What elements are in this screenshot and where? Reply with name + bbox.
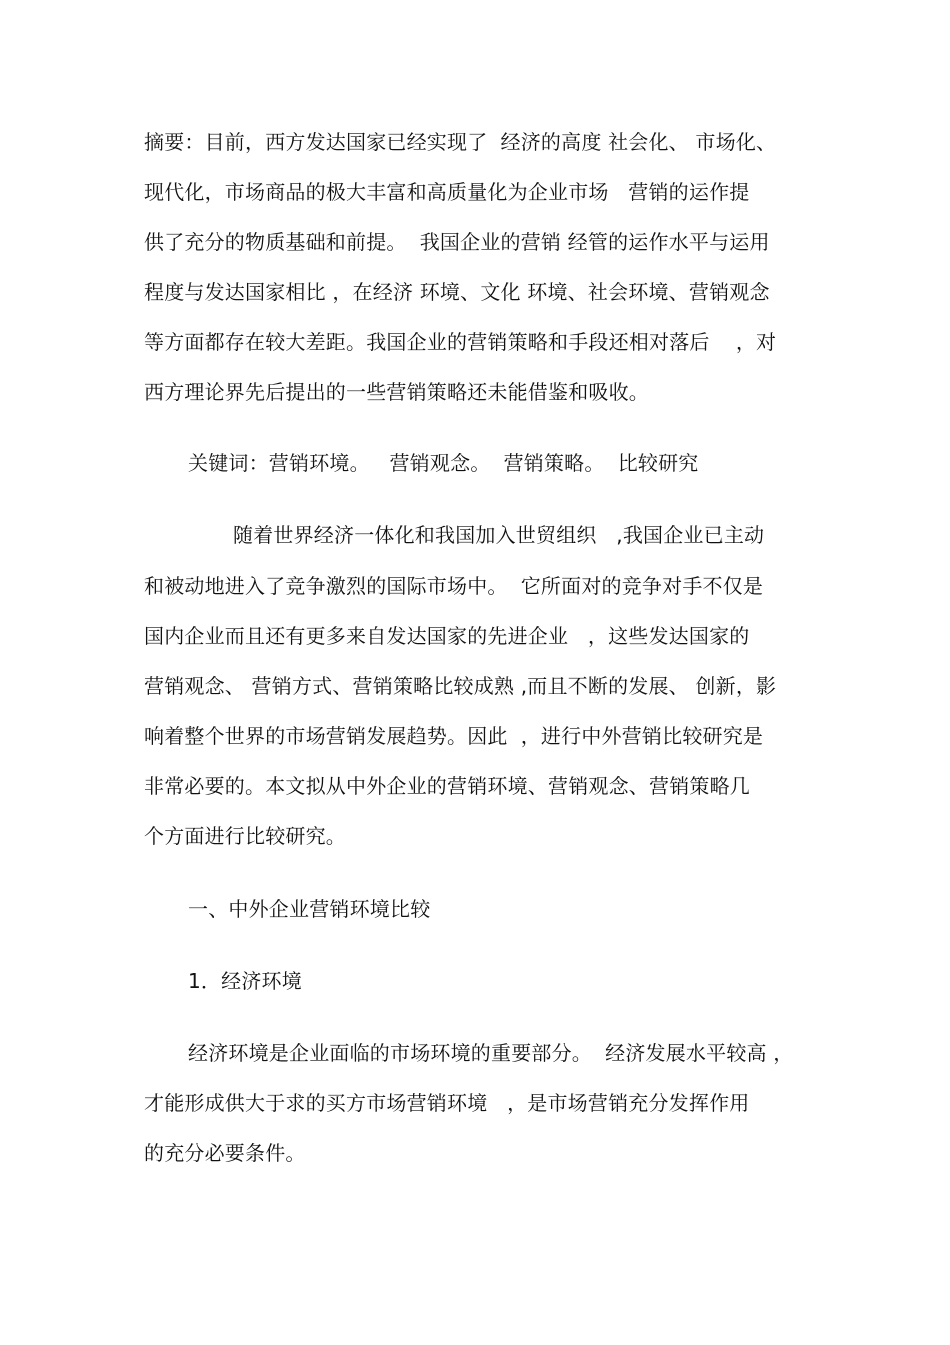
econ-line-1: 经济环境是企业面临的市场环境的重要部分。 经济发展水平较高 ， [188, 1041, 794, 1065]
intro-line-6: 非常必要的。本文拟从中外企业的营销环境、营销观念、营销策略几 [144, 774, 750, 798]
abstract-line-4: 程度与发达国家相比 ，在经济 环境、文化 环境、社会环境、营销观念 [144, 280, 770, 304]
intro-line-3: 国内企业而且还有更多来自发达国家的先进企业 ，这些发达国家的 [144, 624, 750, 648]
abstract-line-1: 摘要：目前，西方发达国家已经实现了 经济的高度 社会化、 市场化、 [144, 130, 777, 154]
econ-line-2: 才能形成供大于求的买方市场营销环境 ，是市场营销充分发挥作用 [144, 1091, 750, 1115]
subsection-heading: 1．经济环境 [188, 969, 302, 993]
intro-line-7: 个方面进行比较研究。 [144, 824, 346, 848]
abstract-line-5: 等方面都存在较大差距。我国企业的营销策略和手段还相对落后 ，对 [144, 330, 777, 354]
intro-line-4: 营销观念、 营销方式、营销策略比较成熟 ,而且不断的发展、 创新，影 [144, 674, 777, 698]
intro-line-1: 随着世界经济一体化和我国加入世贸组织 ,我国企业已主动 [233, 523, 765, 547]
econ-line-3: 的充分必要条件。 [144, 1141, 306, 1165]
intro-line-2: 和被动地进入了竞争激烈的国际市场中。 它所面对的竞争对手不仅是 [144, 574, 764, 598]
keywords-line: 关键词：营销环境。 营销观念。 营销策略。 比较研究 [188, 451, 699, 475]
abstract-line-3: 供了充分的物质基础和前提。 我国企业的营销 经管的运作水平与运用 [144, 230, 770, 254]
abstract-line-2: 现代化，市场商品的极大丰富和高质量化为企业市场 营销的运作提 [144, 180, 750, 204]
abstract-line-6: 西方理论界先后提出的一些营销策略还未能借鉴和吸收。 [144, 380, 649, 404]
intro-line-5: 响着整个世界的市场营销发展趋势。因此 ，进行中外营销比较研究是 [144, 724, 764, 748]
section-heading: 一、中外企业营销环境比较 [188, 897, 431, 921]
